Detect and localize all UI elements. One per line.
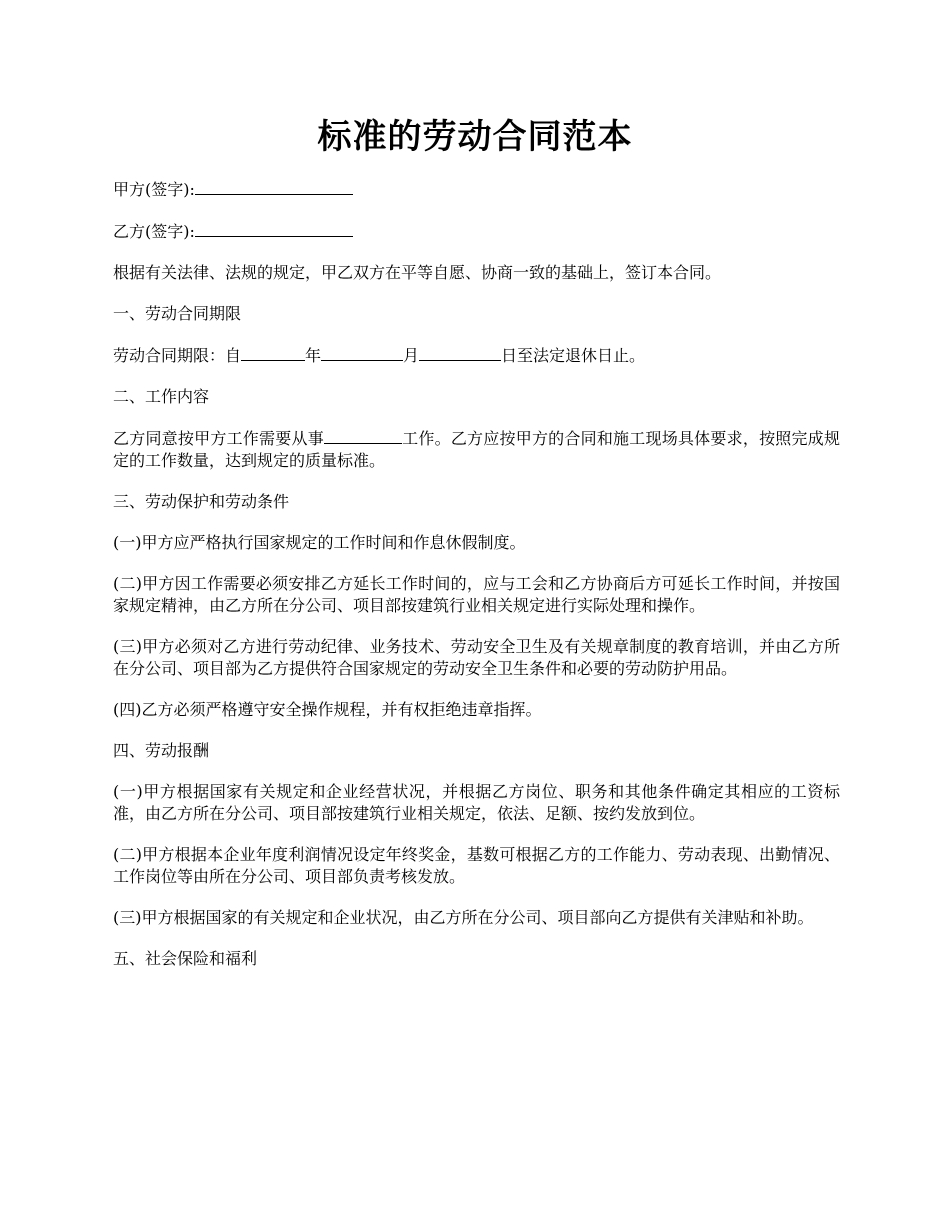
work-content-before: 乙方同意按甲方工作需要从事 [113, 429, 324, 448]
document-title: 标准的劳动合同范本 [317, 117, 633, 157]
work-content-paragraph [113, 427, 840, 472]
work-content-after: 工作。乙方应按甲方的合同和施工现场具体要求，按照完成规定的工作数量，达到规定的质量标准。 [113, 429, 840, 470]
section-4-heading: 四、劳动报酬 [113, 741, 210, 760]
year-label: 年 [305, 346, 322, 365]
party-b-signature-blank [195, 220, 353, 237]
section-2-heading: 二、工作内容 [113, 387, 210, 406]
section-3-item: (四)乙方必须严格遵守安全操作规程，并有权拒绝违章指挥。 [113, 700, 542, 719]
job-blank [324, 427, 402, 444]
section-3-item: (一)甲方应严格执行国家规定的工作时间和作息休假制度。 [113, 533, 526, 552]
section-4-item: (二)甲方根据本企业年度利润情况设定年终奖金，基数可根据乙方的工作能力、劳动表现、出勤情况、工作岗位等由所在分公司、项目部负责考核发放。 [113, 845, 840, 886]
party-b-label: 乙方(签字): [113, 222, 195, 241]
section-4-item: (一)甲方根据国家有关规定和企业经营状况，并根据乙方岗位、职务和其他条件确定其相应的工资标准，由乙方所在分公司、项目部按建筑行业相关规定，依法、足额、按约发放到位。 [113, 782, 840, 823]
preamble: 根据有关法律、法规的规定，甲乙双方在平等自愿、协商一致的基础上，签订本合同。 [113, 263, 722, 282]
month-label: 月 [403, 346, 420, 365]
party-b-signature-line [113, 220, 840, 243]
day-blank [419, 344, 501, 361]
party-a-signature-line [113, 178, 840, 201]
term-prefix: 劳动合同期限：自 [113, 346, 242, 365]
section-5-heading: 五、社会保险和福利 [113, 949, 258, 968]
section-3-item: (二)甲方因工作需要必须安排乙方延长工作时间的，应与工会和乙方协商后方可延长工作时间，并按国家规定精神，由乙方所在分公司、项目部按建筑行业相关规定进行实际处理和操作。 [113, 574, 840, 615]
section-4-item: (三)甲方根据国家的有关规定和企业状况，由乙方所在分公司、项目部向乙方提供有关津贴和补助。 [113, 908, 814, 927]
contract-term-line [113, 344, 840, 367]
month-blank [321, 344, 403, 361]
party-a-signature-blank [195, 178, 353, 195]
year-blank [241, 344, 305, 361]
section-3-heading: 三、劳动保护和劳动条件 [113, 492, 290, 511]
document-body [113, 178, 840, 989]
party-a-label: 甲方(签字): [113, 180, 195, 199]
term-suffix: 日至法定退休日止。 [501, 346, 646, 365]
section-3-item: (三)甲方必须对乙方进行劳动纪律、业务技术、劳动安全卫生及有关规章制度的教育培训，并由乙方所在分公司、项目部为乙方提供符合国家规定的劳动安全卫生条件和必要的劳动防护用品。 [113, 637, 840, 678]
section-1-heading: 一、劳动合同期限 [113, 304, 242, 323]
